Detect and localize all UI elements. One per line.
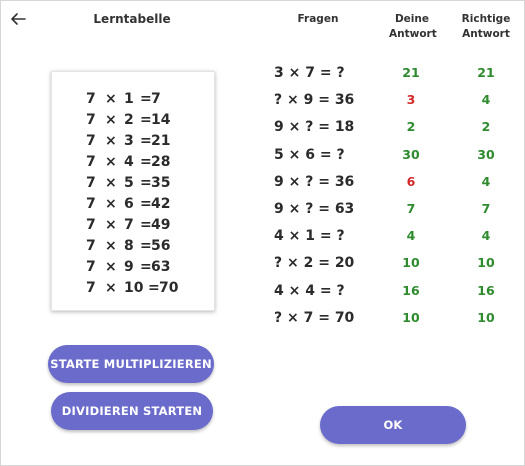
start-multiply-button[interactable]: STARTE MULTIPLIZIEREN — [48, 345, 214, 383]
table-cell-eq: = — [148, 280, 160, 296]
correct-answer-value: 10 — [477, 255, 495, 271]
table-row — [52, 236, 214, 257]
table-cell-a: 7 — [86, 259, 96, 275]
table-cell-r: 42 — [151, 196, 171, 212]
table-cell-b: 8 — [124, 238, 134, 254]
table-cell-b: 7 — [124, 217, 134, 233]
question-text: 9 × ? = 63 — [274, 201, 355, 217]
table-cell-b: 6 — [124, 196, 134, 212]
table-row — [52, 194, 214, 215]
correct-answer-value: 30 — [477, 146, 495, 162]
multiplication-table-card — [51, 71, 215, 311]
table-cell-op: × — [105, 175, 117, 191]
table-cell-eq: = — [140, 238, 152, 254]
table-cell-a: 7 — [86, 91, 96, 107]
table-cell-b: 1 — [124, 91, 134, 107]
table-cell-a: 7 — [86, 196, 96, 212]
table-row — [52, 257, 214, 278]
table-cell-a: 7 — [86, 112, 96, 128]
question-text: 4 × 1 = ? — [274, 228, 345, 245]
your-answer-value: 10 — [402, 309, 420, 325]
your-answer-value: 2 — [406, 119, 416, 135]
your-answer-value: 7 — [406, 201, 416, 216]
column-header-questions: Fragen — [297, 13, 339, 25]
table-cell-b: 10 — [124, 280, 144, 296]
table-cell-r: 49 — [151, 217, 171, 233]
correct-answer-value: 2 — [481, 119, 491, 135]
table-cell-eq: = — [140, 217, 152, 233]
table-cell-r: 7 — [151, 91, 161, 107]
question-text: ? × 7 = 70 — [274, 309, 355, 326]
table-cell-b: 3 — [124, 133, 134, 149]
table-cell-r: 35 — [151, 175, 171, 191]
correct-answer-value: 10 — [477, 309, 495, 325]
table-row — [52, 131, 214, 152]
arrow-left-icon — [8, 9, 28, 29]
table-cell-eq: = — [140, 154, 152, 170]
column-header-correct-answer: Richtige Antwort — [461, 13, 511, 40]
question-text: ? × 2 = 20 — [274, 255, 355, 272]
table-cell-op: × — [105, 196, 117, 212]
back-button[interactable] — [8, 9, 28, 29]
table-cell-r: 21 — [151, 133, 171, 149]
table-cell-b: 5 — [124, 175, 134, 191]
table-cell-a: 7 — [86, 154, 96, 170]
table-cell-eq: = — [140, 112, 152, 128]
your-answer-value: 4 — [406, 228, 416, 244]
table-cell-op: × — [105, 91, 117, 107]
your-answer-value: 16 — [402, 282, 420, 298]
table-row — [52, 89, 214, 110]
table-cell-r: 28 — [151, 154, 171, 170]
table-cell-r: 56 — [151, 238, 171, 254]
ok-button[interactable]: OK — [320, 406, 466, 444]
question-text: 9 × ? = 18 — [274, 119, 355, 136]
table-cell-op: × — [105, 154, 117, 170]
correct-answer-value: 4 — [481, 92, 491, 108]
table-row — [52, 173, 214, 194]
correct-answer-value: 4 — [481, 228, 491, 244]
table-cell-op: × — [105, 133, 117, 149]
table-cell-b: 4 — [124, 154, 134, 170]
question-text: 9 × ? = 36 — [274, 173, 355, 190]
page-title: Lerntabelle — [93, 12, 171, 26]
table-cell-eq: = — [140, 175, 152, 191]
question-text: ? × 9 = 36 — [274, 92, 355, 109]
table-cell-op: × — [105, 259, 117, 275]
your-answer-value: 10 — [402, 255, 420, 271]
correct-answer-value: 21 — [477, 65, 495, 80]
question-text: 3 × 7 = ? — [274, 65, 345, 81]
question-text: 4 × 4 = ? — [274, 282, 345, 299]
your-answer-value: 30 — [402, 146, 420, 162]
table-cell-r: 14 — [151, 112, 171, 128]
table-row — [52, 215, 214, 236]
table-cell-op: × — [105, 112, 117, 128]
table-cell-a: 7 — [86, 133, 96, 149]
table-cell-a: 7 — [86, 217, 96, 233]
correct-answer-value: 16 — [477, 282, 495, 298]
table-cell-op: × — [105, 238, 117, 254]
table-cell-a: 7 — [86, 238, 96, 254]
table-cell-b: 2 — [124, 112, 134, 128]
correct-answer-value: 7 — [481, 201, 491, 216]
table-cell-eq: = — [140, 91, 152, 107]
table-cell-eq: = — [140, 133, 152, 149]
table-row — [52, 110, 214, 131]
table-cell-eq: = — [140, 196, 152, 212]
table-cell-b: 9 — [124, 259, 134, 275]
table-cell-r: 70 — [159, 280, 179, 296]
table-cell-op: × — [105, 217, 117, 233]
table-row — [52, 278, 214, 299]
correct-answer-value: 4 — [481, 173, 491, 189]
your-answer-value: 6 — [406, 173, 416, 189]
table-cell-eq: = — [140, 259, 152, 275]
question-text: 5 × 6 = ? — [274, 146, 345, 163]
column-header-your-answer: Deine Antwort — [389, 13, 437, 40]
table-cell-a: 7 — [86, 280, 96, 296]
table-row — [52, 152, 214, 173]
your-answer-value: 3 — [406, 92, 416, 108]
table-cell-op: × — [105, 280, 117, 296]
table-cell-a: 7 — [86, 175, 96, 191]
table-cell-r: 63 — [151, 259, 171, 275]
start-divide-button[interactable]: DIVIDIEREN STARTEN — [51, 392, 213, 430]
your-answer-value: 21 — [402, 65, 420, 80]
